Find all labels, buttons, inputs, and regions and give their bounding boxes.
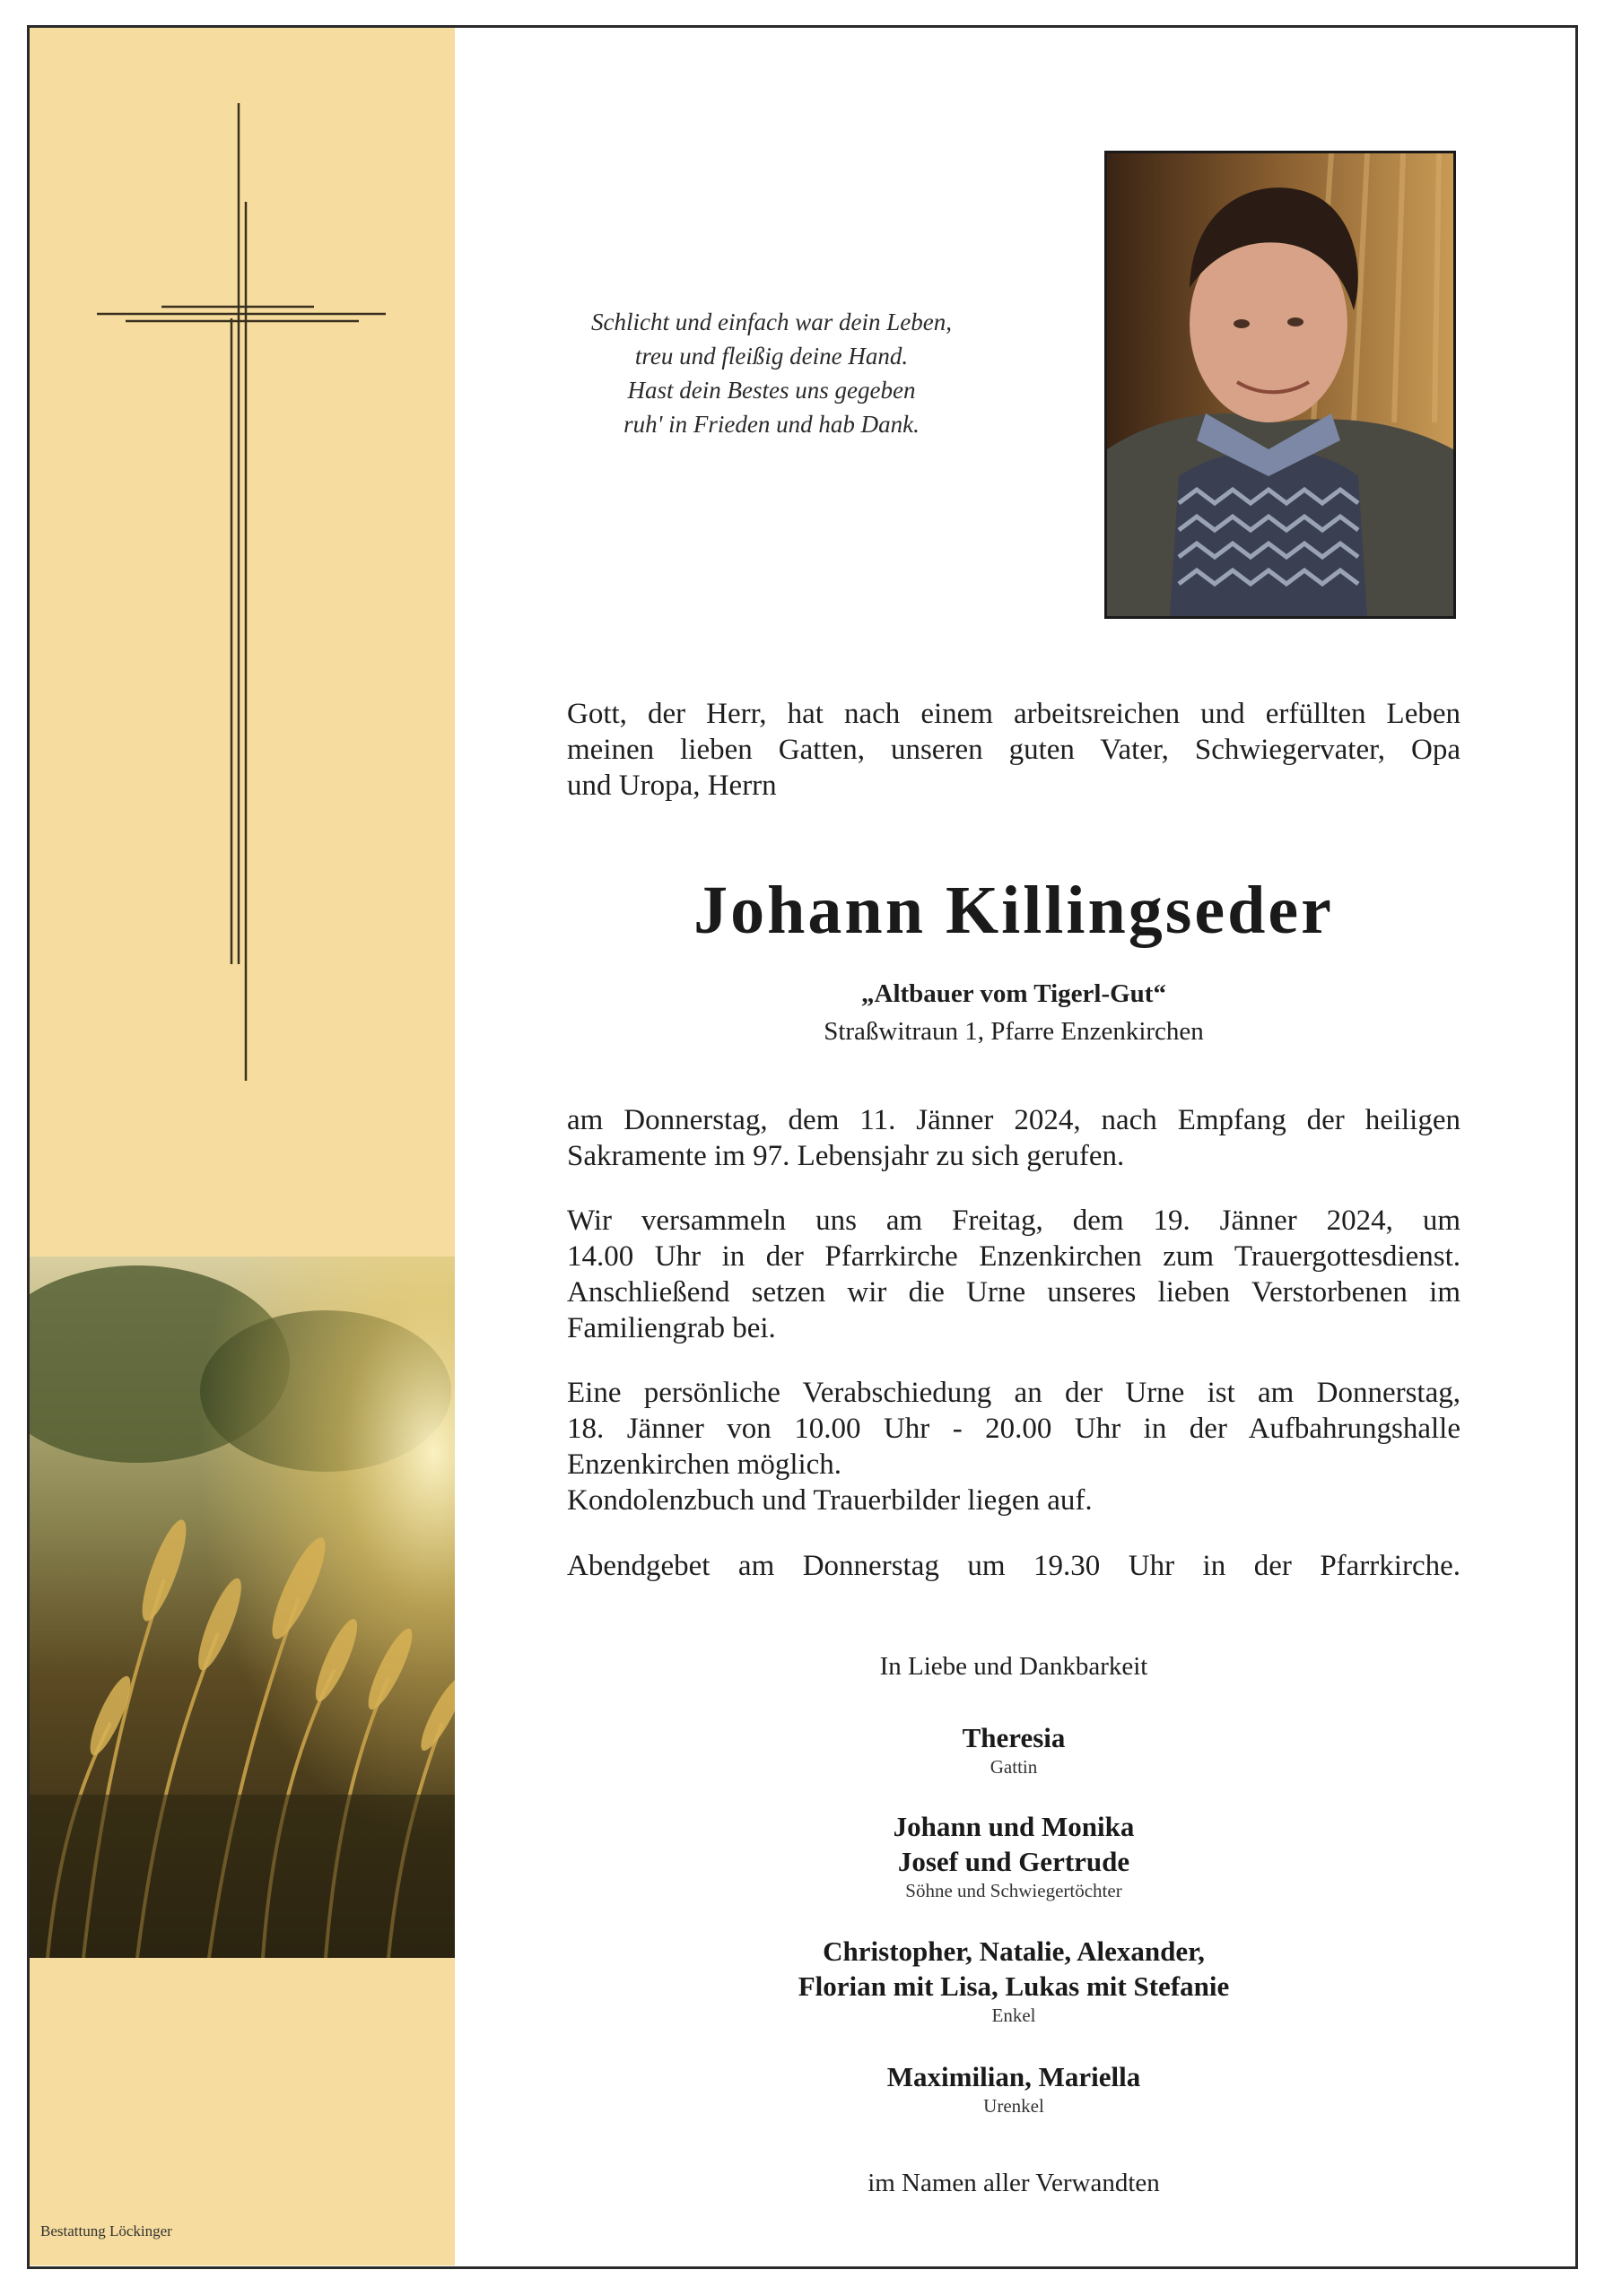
decorative-band-bottom xyxy=(30,1958,455,2266)
evening-prayer-line: Abendgebet am Donnerstag um 19.30 Uhr in der Pfarrkirche. xyxy=(567,1550,1460,1582)
poem-line: ruh' in Frieden und hab Dank. xyxy=(623,411,920,438)
mourner-group xyxy=(567,1934,1460,2027)
service-line: Familiengrab bei. xyxy=(567,1312,776,1344)
mourner-names: Florian mit Lisa, Lukas mit Stefanie xyxy=(798,1970,1230,2002)
intro-paragraph xyxy=(567,696,1460,804)
closing-line: In Liebe und Dankbarkeit xyxy=(879,1652,1148,1681)
intro-line: meinen lieben Gatten, unseren guten Vater, Schwiegervater, Opa xyxy=(567,734,1460,766)
mourner-group xyxy=(567,1809,1460,1902)
mourner-relation: Urenkel xyxy=(983,2095,1044,2117)
funeral-home-credit: Bestattung Löckinger xyxy=(40,2222,172,2239)
death-notice-line: am Donnerstag, dem 11. Jänner 2024, nach Empfang der heiligen xyxy=(567,1104,1460,1136)
mourner-relation: Enkel xyxy=(991,2005,1036,2026)
mourner-group xyxy=(567,2059,1460,2118)
death-notice-paragraph xyxy=(567,1102,1460,1174)
service-line: 14.00 Uhr in der Pfarrkirche Enzenkirchen zum Trauergottesdienst. xyxy=(567,1240,1460,1273)
service-line: Wir versammeln uns am Freitag, dem 19. Jänner 2024, um xyxy=(567,1205,1460,1237)
poem-line: Schlicht und einfach war dein Leben, xyxy=(591,309,952,335)
mourner-names: Johann und Monika xyxy=(893,1811,1135,1842)
farewell-line: Eine persönliche Verabschiedung an der Urne ist am Donnerstag, xyxy=(567,1377,1460,1409)
farewell-paragraph xyxy=(567,1375,1460,1518)
wheat-field-image xyxy=(30,1257,455,1958)
mourner-relation: Gattin xyxy=(990,1756,1038,1778)
farewell-line: Enzenkirchen möglich. xyxy=(567,1448,842,1481)
cross-icon xyxy=(90,103,386,1081)
farewell-line: 18. Jänner von 10.00 Uhr - 20.00 Uhr in der Aufbahrungshalle xyxy=(567,1413,1460,1445)
mourner-group xyxy=(567,1720,1460,1779)
memorial-poem xyxy=(538,305,1005,441)
mourner-names: Theresia xyxy=(962,1722,1066,1753)
mourner-names: Josef und Gertrude xyxy=(897,1846,1130,1877)
family-note: im Namen aller Verwandten xyxy=(868,2169,1160,2197)
intro-line: Gott, der Herr, hat nach einem arbeitsreichen und erfüllten Leben xyxy=(567,698,1460,730)
mourner-relation: Söhne und Schwiegertöchter xyxy=(905,1880,1122,1901)
mourner-names: Maximilian, Mariella xyxy=(886,2061,1141,2092)
deceased-address: Straßwitraun 1, Pfarre Enzenkirchen xyxy=(824,1017,1204,1046)
service-paragraph xyxy=(567,1203,1460,1346)
service-line: Anschließend setzen wir die Urne unseres lieben Verstorbenen im xyxy=(567,1276,1460,1309)
poem-line: Hast dein Bestes uns gegeben xyxy=(627,377,916,404)
deceased-nickname: „Altbauer vom Tigerl-Gut“ xyxy=(861,979,1166,1008)
death-notice-line: Sakramente im 97. Lebensjahr zu sich gerufen. xyxy=(567,1140,1125,1172)
intro-line: und Uropa, Herrn xyxy=(567,770,777,802)
farewell-line: Kondolenzbuch und Trauerbilder liegen auf. xyxy=(567,1484,1093,1517)
portrait-photo xyxy=(1104,151,1456,619)
poem-line: treu und fleißig deine Hand. xyxy=(634,343,909,370)
deceased-name: Johann Killingseder xyxy=(693,873,1334,948)
mourner-names: Christopher, Natalie, Alexander, xyxy=(823,1935,1205,1967)
evening-prayer-paragraph xyxy=(567,1548,1460,1584)
